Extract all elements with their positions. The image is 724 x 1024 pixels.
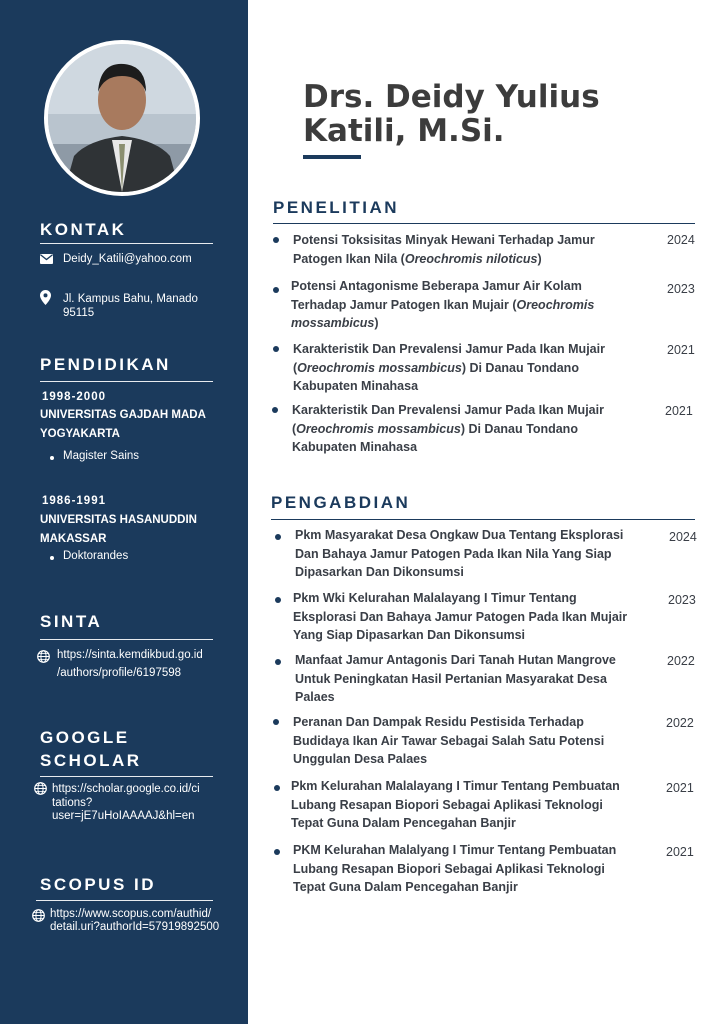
page-title — [303, 80, 600, 148]
address-line-1: Jl. Kampus Bahu, Manado — [63, 293, 198, 305]
entry-year: 2022 — [666, 716, 694, 730]
globe-icon — [32, 909, 45, 922]
scopus-link-line2[interactable]: detail.uri?authorId=57919892500 — [50, 921, 220, 933]
entry-line: PKM Kelurahan Malalyang I Timur Tentang Pembuatan — [293, 843, 617, 857]
entry-line: Peranan Dan Dampak Residu Pestisida Terhadap — [293, 715, 584, 729]
entry-line: Manfaat Jamur Antagonis Dari Tanah Hutan Mangrove — [295, 653, 616, 667]
entry-line: Dipasarkan Dan Dikonsumsi — [295, 565, 464, 579]
title-accent-bar — [303, 155, 361, 159]
penelitian-heading: PENELITIAN — [273, 198, 400, 217]
penelitian-divider — [273, 223, 695, 224]
entry-line: Potensi Antagonisme Beberapa Jamur Air Kolam — [291, 279, 582, 293]
bullet-icon — [273, 237, 279, 243]
entry-line: Terhadap Jamur Patogen Ikan Mujair (Oreochromis — [291, 297, 595, 312]
sinta-heading: SINTA — [40, 612, 103, 631]
entry-line: (Oreochromis mossambicus) Di Danau Tondano — [293, 360, 579, 375]
name-line-1: Drs. Deidy Yulius — [303, 79, 600, 115]
email-link[interactable]: Deidy_Katili@yahoo.com — [63, 253, 192, 265]
entry-year: 2021 — [666, 845, 694, 859]
name-line-2: Katili, M.Si. — [303, 113, 505, 149]
bullet-icon — [273, 287, 279, 293]
education-years-2: 1986-1991 — [42, 495, 106, 507]
sinta-link-line2[interactable]: /authors/profile/6197598 — [57, 667, 182, 679]
entry-line: Pkm Kelurahan Malalayang I Timur Tentang Pembuatan — [291, 779, 620, 793]
entry-line: Tepat Guna Dalam Pencegahan Banjir — [291, 816, 516, 830]
entry-year: 2023 — [668, 593, 696, 607]
education-school-2-line1: UNIVERSITAS HASANUDDIN — [40, 514, 197, 526]
education-school-1-line1: UNIVERSITAS GAJDAH MADA — [40, 409, 206, 421]
globe-icon — [34, 782, 47, 795]
bullet-icon — [275, 659, 281, 665]
entry-line: Unggulan Desa Palaes — [293, 752, 428, 766]
bullet-icon — [275, 597, 281, 603]
entry-line: Kabupaten Minahasa — [292, 440, 418, 454]
entry-line: Yang Siap Dipasarkan Dan Dikonsumsi — [293, 628, 526, 642]
entry-year: 2022 — [667, 654, 695, 668]
entry-line: Patogen Ikan Nila (Oreochromis niloticus) — [293, 251, 542, 266]
education-degree-1: Magister Sains — [63, 450, 140, 462]
entry-line: Potensi Toksisitas Minyak Hewani Terhadap Jamur — [293, 233, 595, 247]
education-years-1: 1998-2000 — [42, 391, 106, 403]
entry-line: Kabupaten Minahasa — [293, 379, 419, 393]
entry-line: Palaes — [295, 690, 335, 704]
pendidikan-heading: PENDIDIKAN — [40, 355, 171, 374]
entry-line: Budidaya Ikan Air Tawar Sebagai Salah Satu Potensi — [293, 733, 605, 748]
google-scholar-link-line2[interactable]: tations? — [52, 797, 93, 809]
entry-line: Eksplorasi Dan Bahaya Jamur Patogen Pada Ikan Mujair — [293, 609, 628, 624]
entry-year: 2024 — [669, 530, 697, 544]
entry-line: Pkm Masyarakat Desa Ongkaw Dua Tentang Eksplorasi — [295, 528, 624, 542]
entry-line: Lubang Resapan Biopori Sebagai Aplikasi Teknologi — [293, 861, 605, 876]
entry-line: Untuk Peningkatan Hasil Pertanian Masyarakat Desa — [295, 671, 607, 686]
kontak-divider — [40, 243, 213, 244]
bullet-icon — [274, 849, 280, 855]
pengabdian-divider — [271, 519, 695, 520]
entry-year: 2023 — [667, 282, 695, 296]
scopus-divider — [36, 900, 213, 901]
entry-line: Karakteristik Dan Prevalensi Jamur Pada Ikan Mujair — [293, 342, 605, 356]
kontak-heading: KONTAK — [40, 220, 127, 239]
education-school-2-line2: MAKASSAR — [40, 533, 107, 545]
sidebar — [0, 0, 248, 1024]
envelope-icon — [40, 254, 53, 264]
entry-line: Pkm Wki Kelurahan Malalayang I Timur Tentang — [293, 591, 577, 605]
entry-line: mossambicus) — [291, 316, 379, 330]
person-photo-icon — [48, 44, 196, 192]
google-scholar-heading-line1: GOOGLE — [40, 728, 130, 747]
sinta-link-line1[interactable]: https://sinta.kemdikbud.go.id — [57, 649, 203, 661]
sinta-divider — [40, 639, 213, 640]
google-scholar-heading-line2: SCHOLAR — [40, 751, 142, 770]
entry-line: Tepat Guna Dalam Pencegahan Banjir — [293, 880, 518, 894]
education-school-1-line2: YOGYAKARTA — [40, 428, 120, 440]
bullet-icon — [273, 346, 279, 352]
bullet-icon — [272, 407, 278, 413]
globe-icon — [37, 650, 50, 663]
pendidikan-divider — [40, 381, 213, 382]
bullet-icon — [275, 534, 281, 540]
google-scholar-divider — [40, 776, 213, 777]
entry-year: 2021 — [665, 404, 693, 418]
entry-line: Dan Bahaya Jamur Patogen Pada Ikan Nila Yang Siap — [295, 546, 612, 561]
google-scholar-link-line1[interactable]: https://scholar.google.co.id/ci — [52, 783, 200, 795]
scopus-link-line1[interactable]: https://www.scopus.com/authid/ — [50, 908, 212, 920]
bullet-icon — [273, 719, 279, 725]
profile-photo — [44, 40, 200, 196]
entry-line: Karakteristik Dan Prevalensi Jamur Pada Ikan Mujair — [292, 403, 604, 417]
bullet-icon — [274, 785, 280, 791]
entry-year: 2024 — [667, 233, 695, 247]
entry-line: (Oreochromis mossambicus) Di Danau Tondano — [292, 421, 578, 436]
scopus-heading: SCOPUS ID — [40, 875, 157, 894]
entry-line: Lubang Resapan Biopori Sebagai Aplikasi Teknologi — [291, 797, 603, 812]
entry-year: 2021 — [666, 781, 694, 795]
address-line-2: 95115 — [63, 307, 95, 319]
pengabdian-heading: PENGABDIAN — [271, 493, 411, 512]
location-pin-icon — [40, 290, 51, 305]
google-scholar-link-line3[interactable]: user=jE7uHoIAAAAJ&hl=en — [52, 810, 195, 822]
entry-year: 2021 — [667, 343, 695, 357]
education-degree-2: Doktorandes — [63, 550, 129, 562]
